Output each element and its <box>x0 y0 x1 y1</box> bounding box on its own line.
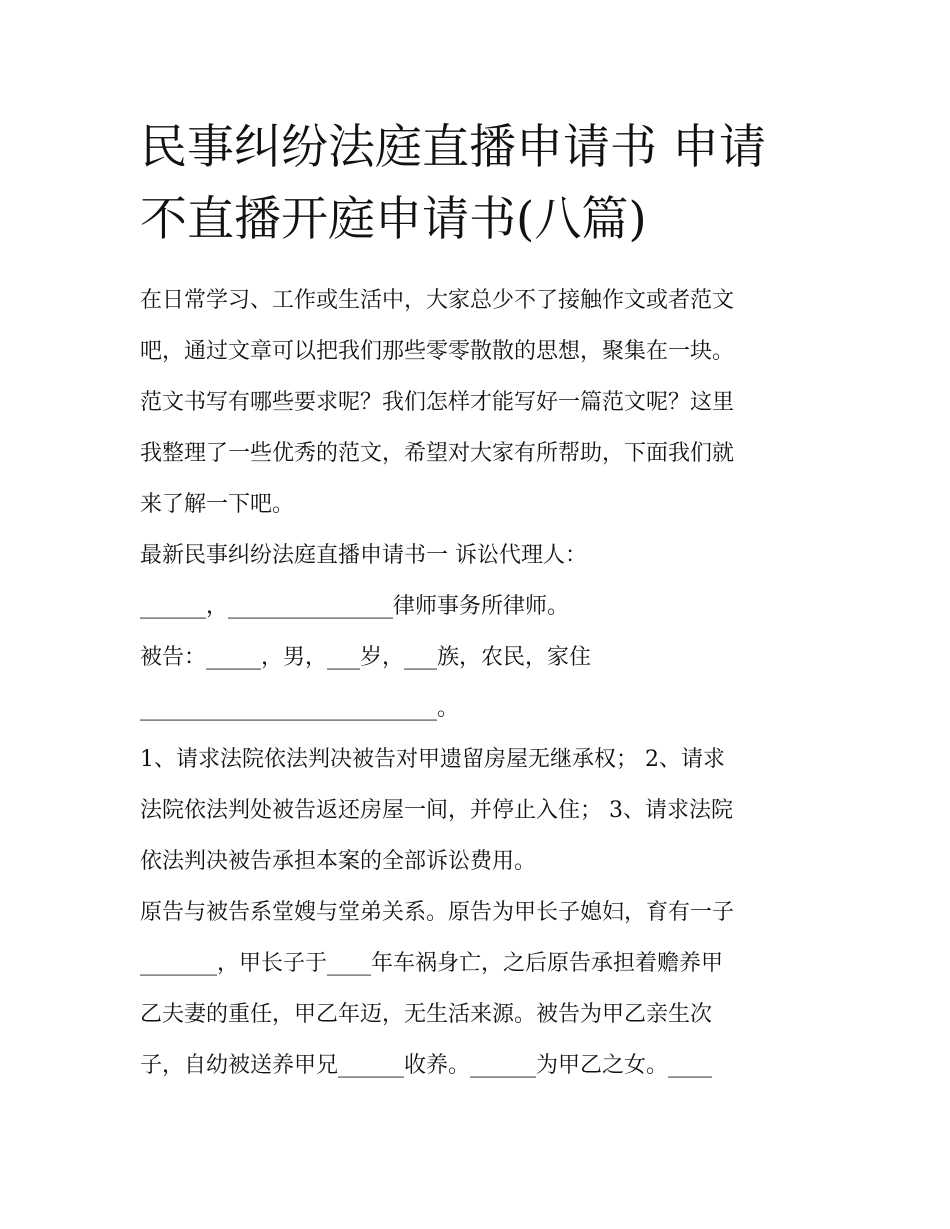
facts-paragraph <box>140 887 830 1091</box>
facts-line: 子，自幼被送养甲兄______收养。______为甲乙之女。____ <box>140 1053 713 1078</box>
agent-line-text: ______，_______________律师事务所律师。 <box>140 594 570 619</box>
intro-line: 吧，通过文章可以把我们那些零零散散的思想，聚集在一块。 <box>140 339 735 364</box>
title-line-2: 不直播开庭申请书(八篇) <box>140 192 647 247</box>
claims-line: 依法判决被告承担本案的全部诉讼费用。 <box>140 849 537 874</box>
claims-paragraph <box>140 734 830 887</box>
title-line-1: 民事纠纷法庭直播申请书 申请 <box>140 120 766 175</box>
intro-line: 范文书写有哪些要求呢？我们怎样才能写好一篇范文呢？这里 <box>140 390 735 415</box>
section-heading-text: 最新民事纠纷法庭直播申请书一 诉讼代理人： <box>140 543 587 568</box>
claims-line: 法院依法判处被告返还房屋一间，并停止入住； 3、请求法院 <box>140 798 733 823</box>
address-line <box>140 683 830 734</box>
intro-line: 我整理了一些优秀的范文，希望对大家有所帮助，下面我们就 <box>140 441 735 466</box>
facts-line: 原告与被告系堂嫂与堂弟关系。原告为甲长子媳妇，育有一子 <box>140 900 735 925</box>
document-title <box>140 112 820 256</box>
intro-paragraph <box>140 275 830 530</box>
intro-line: 来了解一下吧。 <box>140 492 295 517</box>
facts-line: _______，甲长子于____年车祸身亡，之后原告承担着赡养甲 <box>140 951 724 976</box>
defendant-line <box>140 632 830 683</box>
facts-line: 乙夫妻的重任，甲乙年迈，无生活来源。被告为甲乙亲生次 <box>140 1002 713 1027</box>
agent-line <box>140 581 830 632</box>
intro-line: 在日常学习、工作或生活中，大家总少不了接触作文或者范文 <box>140 288 735 313</box>
defendant-line-text: 被告：_____，男，___岁，___族，农民，家住 <box>140 645 592 670</box>
address-line-text: ___________________________。 <box>140 696 460 721</box>
section-heading <box>140 530 830 581</box>
claims-line: 1、请求法院依法判决被告对甲遗留房屋无继承权； 2、请求 <box>140 747 725 772</box>
